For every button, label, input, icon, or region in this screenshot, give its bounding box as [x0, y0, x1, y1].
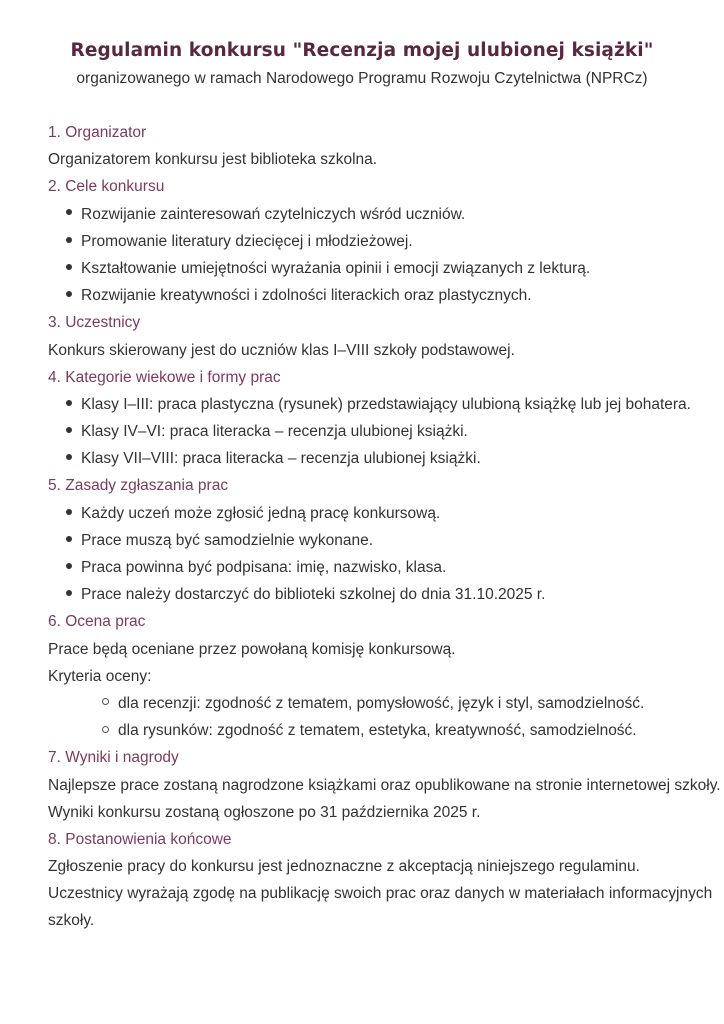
final-provisions-paragraph-1: Zgłoszenie pracy do konkursu jest jednoznaczne z akceptacją niniejszego regulaminu.	[48, 858, 640, 876]
list-item-text: Klasy I–III: praca plastyczna (rysunek) przedstawiający ulubioną książkę lub jej bohatera.	[81, 395, 691, 413]
sub-list-item	[48, 690, 688, 717]
list-item	[48, 445, 688, 472]
sub-list-item-text: dla recenzji: zgodność z tematem, pomysłowość, język i styl, samodzielność.	[118, 694, 645, 712]
evaluation-paragraph: Prace będą oceniane przez powołaną komisję konkursową.	[48, 640, 456, 658]
results-paragraph-1: Najlepsze prace zostaną nagrodzone książkami oraz opublikowane na stronie internetowej szkoły.	[48, 776, 721, 794]
section-heading-results: 7. Wyniki i nagrody	[48, 749, 179, 767]
organizer-paragraph: Organizatorem konkursu jest biblioteka szkolna.	[48, 151, 378, 169]
bullet-dot-icon	[66, 536, 72, 542]
bullet-dot-icon	[66, 291, 72, 297]
section-heading-final-provisions: 8. Postanowienia końcowe	[48, 830, 232, 848]
section-heading-participants: 3. Uczestnicy	[48, 314, 141, 332]
list-item-text: Każdy uczeń może zgłosić jedną pracę konkursową.	[81, 504, 441, 522]
criteria-label: Kryteria oceny:	[48, 667, 152, 685]
bullet-dot-icon	[66, 237, 72, 243]
bullet-circle-icon	[102, 698, 109, 705]
list-item	[48, 201, 688, 228]
list-item	[48, 500, 688, 527]
list-item	[48, 554, 688, 581]
list-item	[48, 282, 688, 309]
list-item-text: Kształtowanie umiejętności wyrażania opinii i emocji związanych z lekturą.	[81, 259, 591, 277]
bullet-dot-icon	[66, 400, 72, 406]
list-item	[48, 418, 688, 445]
participants-paragraph: Konkurs skierowany jest do uczniów klas I–VIII szkoły podstawowej.	[48, 341, 515, 359]
bullet-dot-icon	[66, 454, 72, 460]
document-subtitle: organizowanego w ramach Narodowego Programu Rozwoju Czytelnictwa (NPRCz)	[76, 70, 648, 87]
list-item-text: Prace należy dostarczyć do biblioteki szkolnej do dnia 31.10.2025 r.	[81, 586, 546, 604]
list-item-text: Prace muszą być samodzielnie wykonane.	[81, 531, 374, 549]
list-item	[48, 228, 688, 255]
list-item-text: Klasy IV–VI: praca literacka – recenzja ulubionej książki.	[81, 423, 468, 441]
bullet-circle-icon	[102, 726, 109, 733]
list-item-text: Rozwijanie kreatywności i zdolności literackich oraz plastycznych.	[81, 287, 532, 305]
bullet-dot-icon	[66, 509, 72, 515]
bullet-dot-icon	[66, 264, 72, 270]
list-item	[48, 391, 691, 418]
bullet-dot-icon	[66, 209, 72, 215]
results-paragraph-2: Wyniki konkursu zostaną ogłoszone po 31 października 2025 r.	[48, 803, 481, 821]
bullet-dot-icon	[66, 427, 72, 433]
list-item	[48, 581, 688, 608]
list-item-text: Promowanie literatury dziecięcej i młodzieżowej.	[81, 232, 413, 250]
list-item-text: Praca powinna być podpisana: imię, nazwisko, klasa.	[81, 559, 447, 576]
list-item-text: Klasy VII–VIII: praca literacka – recenzja ulubionej książki.	[81, 450, 481, 468]
list-item	[48, 255, 688, 282]
bullet-dot-icon	[66, 563, 72, 569]
section-heading-organizer: 1. Organizator	[48, 124, 147, 141]
section-heading-evaluation: 6. Ocena prac	[48, 613, 146, 631]
bullet-dot-icon	[66, 590, 72, 596]
section-heading-submission-rules: 5. Zasady zgłaszania prac	[48, 477, 229, 495]
final-provisions-paragraph-2-line-2: szkoły.	[48, 912, 95, 930]
document-title: Regulamin konkursu "Recenzja mojej ulubionej książki"	[70, 40, 654, 61]
section-heading-goals: 2. Cele konkursu	[48, 178, 165, 196]
list-item-text: Rozwijanie zainteresowań czytelniczych wśród uczniów.	[81, 205, 466, 223]
sub-list-item-text: dla rysunków: zgodność z tematem, estetyka, kreatywność, samodzielność.	[118, 722, 637, 740]
section-heading-categories: 4. Kategorie wiekowe i formy prac	[48, 368, 281, 386]
sub-list-item	[48, 717, 688, 744]
list-item	[48, 527, 688, 554]
regulation-content	[48, 119, 721, 935]
final-provisions-paragraph-2-line-1: Uczestnicy wyrażają zgodę na publikację swoich prac oraz danych w materiałach informacyjnych	[48, 885, 713, 903]
